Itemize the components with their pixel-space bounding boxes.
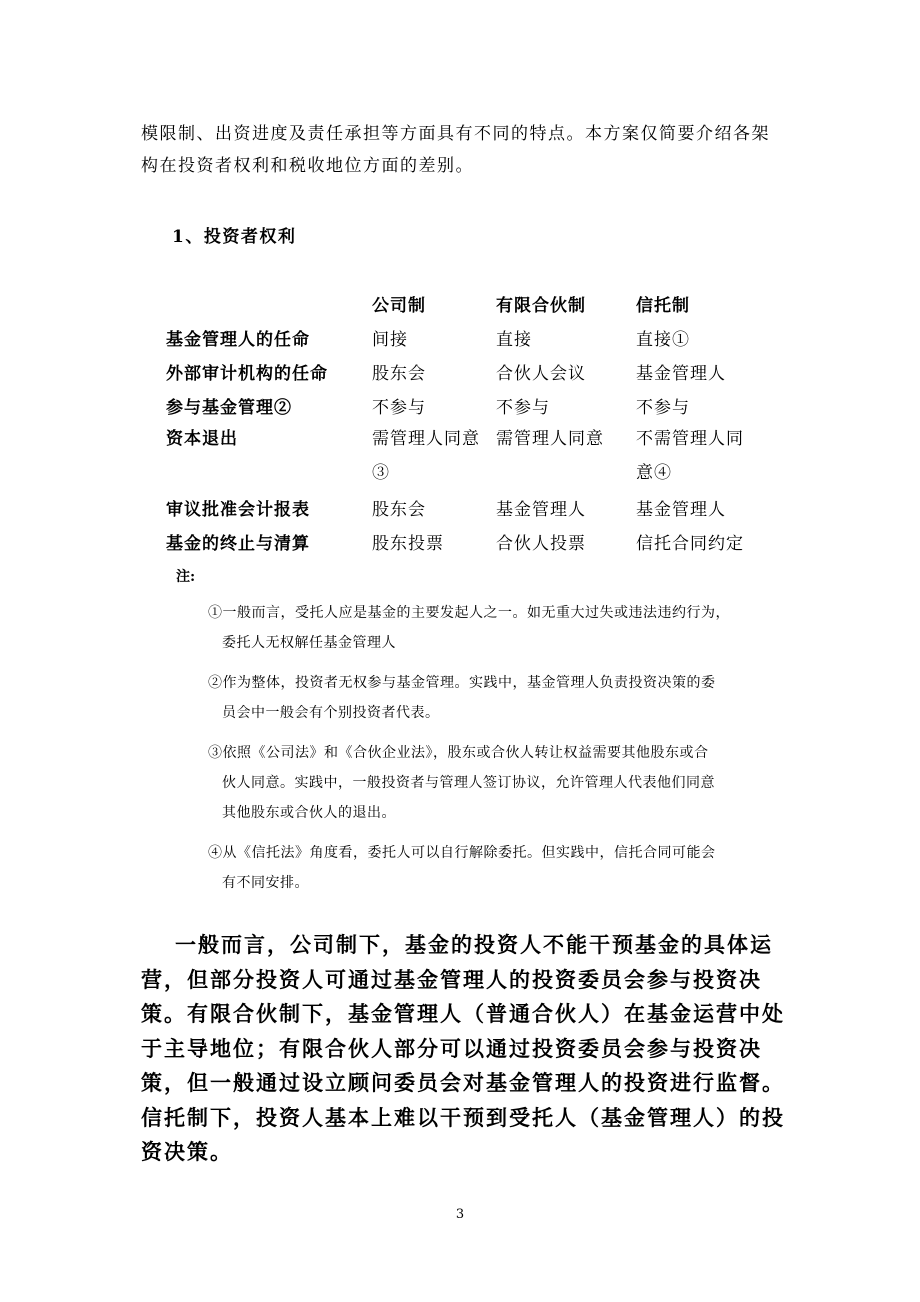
note-line: 员会中一般会有个别投资者代表。 bbox=[222, 705, 440, 721]
intro-line-1: 模限制、出资进度及责任承担等方面具有不同的特点。本方案仅简要介绍各架 bbox=[141, 124, 770, 144]
row-label: 审议批准会计报表 bbox=[166, 499, 310, 520]
cell-partnership: 需管理人同意 bbox=[496, 429, 604, 449]
cell-partnership: 不参与 bbox=[496, 397, 550, 418]
row-label: 资本退出 bbox=[166, 429, 238, 449]
cell-partnership: 合伙人会议 bbox=[496, 363, 586, 384]
cell-trust: 基金管理人 bbox=[636, 363, 726, 384]
cell-company: 股东会 bbox=[372, 363, 426, 384]
row-label: 参与基金管理② bbox=[166, 397, 292, 418]
row-label: 外部审计机构的任命 bbox=[166, 363, 328, 384]
table-header-trust: 信托制 bbox=[636, 295, 690, 316]
table-row bbox=[160, 490, 776, 524]
notes-section bbox=[172, 566, 792, 908]
cell-partnership: 直接 bbox=[496, 329, 532, 350]
table-row bbox=[160, 422, 776, 490]
cell-trust: 直接① bbox=[636, 329, 690, 350]
table-header-partnership: 有限合伙制 bbox=[496, 295, 586, 316]
cell-partnership: 合伙人投票 bbox=[496, 533, 586, 554]
cell-company: 不参与 bbox=[372, 397, 426, 418]
table-row bbox=[160, 524, 776, 558]
table-header-blank bbox=[160, 286, 372, 320]
row-label: 基金管理人的任命 bbox=[166, 329, 310, 350]
table-header-company: 公司制 bbox=[372, 295, 426, 316]
investor-rights-table bbox=[160, 286, 776, 558]
cell-partnership: 基金管理人 bbox=[496, 499, 586, 520]
cell-company: 间接 bbox=[372, 329, 408, 350]
intro-paragraph bbox=[141, 118, 791, 182]
table-row bbox=[160, 320, 776, 354]
note-line: ②作为整体，投资者无权参与基金管理。实践中，基金管理人负责投资决策的委 bbox=[208, 675, 716, 691]
note-item bbox=[208, 838, 792, 898]
table-row bbox=[160, 354, 776, 388]
page-number: 3 bbox=[455, 1207, 465, 1222]
note-line: ③依照《公司法》和《合伙企业法》，股东或合伙人转让权益需要其他股东或合 bbox=[208, 745, 709, 761]
note-line: ①一般而言，受托人应是基金的主要发起人之一。如无重大过失或违法违约行为， bbox=[208, 605, 730, 621]
table-header-row bbox=[160, 286, 776, 320]
note-line: 有不同安排。 bbox=[222, 875, 309, 891]
note-line: 其他股东或合伙人的退出。 bbox=[222, 805, 396, 821]
cell-trust: 不参与 bbox=[636, 397, 690, 418]
intro-line-2: 构在投资者权利和税收地位方面的差别。 bbox=[141, 156, 474, 176]
notes-label: 注: bbox=[176, 569, 196, 585]
cell-trust: 信托合同约定 bbox=[636, 533, 744, 554]
cell-trust: 基金管理人 bbox=[636, 499, 726, 520]
section-heading: 1、投资者权利 bbox=[172, 227, 297, 247]
note-item bbox=[208, 738, 792, 828]
cell-company: 股东会 bbox=[372, 499, 426, 520]
summary-paragraph: 一般而言，公司制下，基金的投资人不能干预基金的具体运营，但部分投资人可通过基金管理人的投资委员会参与投资决策。有限合伙制下，基金管理人（普通合伙人）在基金运营中处于主导地位；有限合伙人部分可以通过投资委员会参与投资决策，但一般通过设立顾问委员会对基金管理人的投资进行监督。信托制下，投资人基本上难以干预到受托人（基金管理人）的投资决策。 bbox=[141, 932, 785, 1164]
cell-trust: 不需管理人同意④ bbox=[636, 429, 744, 483]
note-line: 委托人无权解任基金管理人 bbox=[222, 635, 396, 651]
row-label: 基金的终止与清算 bbox=[166, 533, 310, 554]
note-line: ④从《信托法》角度看，委托人可以自行解除委托。但实践中，信托合同可能会 bbox=[208, 845, 716, 861]
table-row bbox=[160, 388, 776, 422]
cell-company: 需管理人同意③ bbox=[372, 429, 480, 483]
cell-company: 股东投票 bbox=[372, 533, 444, 554]
note-item bbox=[208, 668, 792, 728]
note-line: 伙人同意。实践中，一般投资者与管理人签订协议，允许管理人代表他们同意 bbox=[222, 775, 715, 791]
note-item bbox=[208, 598, 792, 658]
